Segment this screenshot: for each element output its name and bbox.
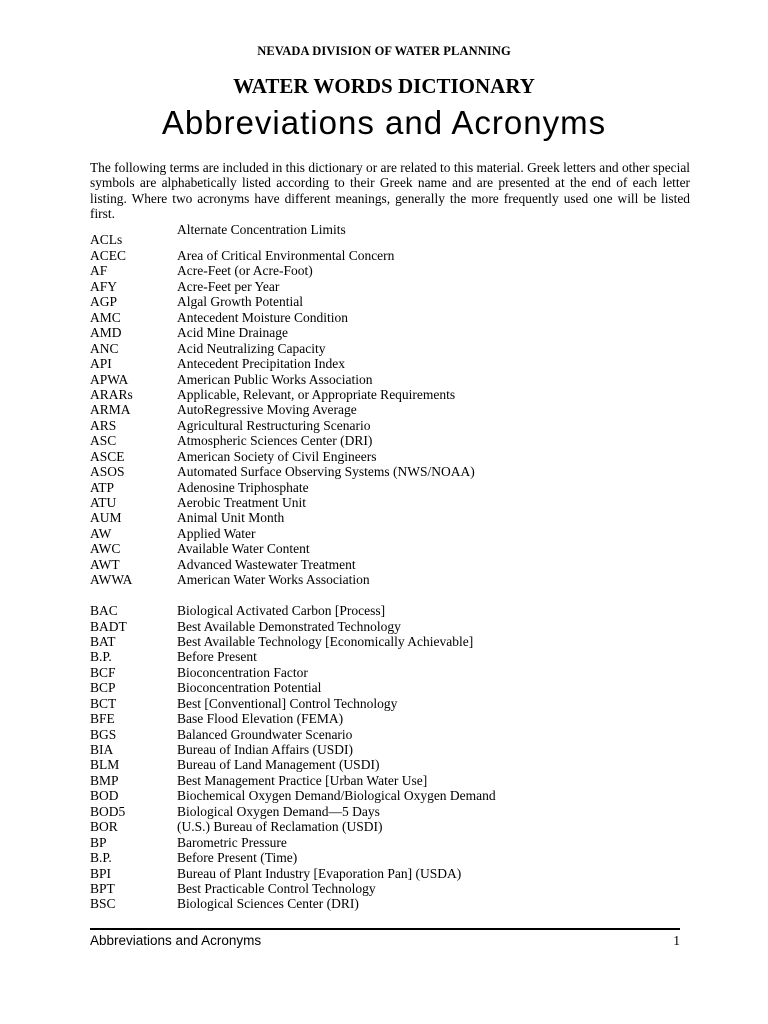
acronym: ATU [90,495,117,510]
acronym: ACLs [90,232,123,247]
acronym-definition: Best Practicable Control Technology [177,880,376,896]
acronym-definition: Alternate Concentration Limits [177,222,346,237]
list-item [90,819,690,834]
acronym-definition: American Public Works Association [177,371,373,387]
acronym-definition: Acre-Feet per Year [177,278,280,294]
acronym-definition: Adenosine Triphosphate [177,479,309,495]
acronym-definition: Biochemical Oxygen Demand/Biological Oxygen Demand [177,788,496,804]
acronym-definition: Automated Surface Observing Systems (NWS/NOAA) [177,464,475,480]
list-item [90,310,690,325]
list-item [90,495,690,510]
acronym-definition: Applicable, Relevant, or Appropriate Requirements [177,386,456,402]
acronym-definition: Agricultural Restructuring Scenario [177,417,371,433]
acronym-definition: Biological Sciences Center (DRI) [177,896,359,912]
acronym-definition: Animal Unit Month [177,510,285,526]
acronym: BOD [90,788,119,804]
list-item [90,387,690,402]
acronym: BCP [90,680,116,696]
acronym: BPT [90,880,115,896]
list-item [90,248,690,263]
list-item [90,480,690,495]
list-item [90,896,690,911]
page-number: 1 [673,933,680,948]
acronym: AMD [90,325,122,341]
list-item [90,881,690,896]
acronym-definition: Antecedent Precipitation Index [177,356,345,372]
acronym-definition: Bioconcentration Potential [177,680,322,696]
acronym-definition: Balanced Groundwater Scenario [177,726,353,742]
list-item [90,572,690,587]
list-item [90,464,690,479]
acronym-definition: Best Available Technology [Economically Achievable] [177,633,474,649]
acronym-definition: Barometric Pressure [177,834,287,850]
list-item [90,727,690,742]
list-item [90,449,690,464]
list-item [90,788,690,803]
acronym: BOD5 [90,803,126,819]
acronym: ANC [90,340,119,356]
acronym: BSC [90,896,116,912]
acronym-definition: Bureau of Land Management (USDI) [177,757,380,773]
acronym: ATP [90,479,115,495]
acronym: BMP [90,772,119,788]
acronym: ASCE [90,448,125,464]
acronym-definition: Before Present [177,649,257,665]
acronym: APWA [90,371,129,387]
acronym-list [90,224,690,912]
list-item [90,634,690,649]
acronym-definition: Applied Water [177,525,256,541]
acronym: BP [90,834,107,850]
acronym-definition: Best Available Demonstrated Technology [177,618,401,634]
acronym-definition: Bioconcentration Factor [177,664,308,680]
acronym: ACEC [90,248,127,263]
list-item [90,341,690,356]
acronym-definition: Available Water Content [177,541,310,557]
acronym: ARARs [90,386,133,402]
acronym: ASC [90,433,117,449]
list-item [90,649,690,664]
list-item [90,279,690,294]
acronym-definition: Advanced Wastewater Treatment [177,556,356,572]
list-item [90,665,690,680]
acronym: B.P. [90,649,112,665]
acronym-definition: Algal Growth Potential [177,294,303,310]
list-item [90,835,690,850]
acronym: BADT [90,618,127,634]
list-item [90,603,690,618]
list-item [90,850,690,865]
list-item [90,402,690,417]
acronym: AF [90,263,108,279]
acronym: AWT [90,556,120,572]
acronym-definition: Biological Oxygen Demand—5 Days [177,803,380,819]
acronym: API [90,356,112,372]
acronym: BAC [90,603,118,619]
acronym: BAT [90,633,116,649]
acronym: BCT [90,695,117,711]
acronym-definition: American Society of Civil Engineers [177,448,377,464]
acronym: AGP [90,294,118,310]
list-item [90,619,690,634]
list-item [90,526,690,541]
list-item [90,711,690,726]
acronym: BFE [90,711,115,727]
intro-paragraph: The following terms are included in this dictionary or are related to this material. Greek letters and other special symbols are alphabetically listed according to their Greek name and are presented at the end of each letter listing. Where two acronyms have different meanings, generally the more frequently used one will be listed first. [90,160,690,221]
list-item [90,757,690,772]
list-item [90,224,690,248]
acronym: ARS [90,417,117,433]
page-title: Abbreviations and Acronyms [161,104,607,141]
acronym-definition: Atmospheric Sciences Center (DRI) [177,433,373,449]
list-item [90,680,690,695]
list-item [90,325,690,340]
acronym-definition: Acid Neutralizing Capacity [177,340,326,356]
acronym-definition: (U.S.) Bureau of Reclamation (USDI) [177,819,383,835]
footer-title: Abbreviations and Acronyms [90,933,262,948]
list-item [90,742,690,757]
acronym-definition: Best [Conventional] Control Technology [177,695,398,711]
acronym-definition: Biological Activated Carbon [Process] [177,603,386,619]
acronym: BOR [90,819,118,835]
list-item [90,372,690,387]
acronym-definition: Acid Mine Drainage [177,325,288,341]
acronym-definition: Antecedent Moisture Condition [177,309,348,325]
acronym: AWC [90,541,121,557]
acronym: ARMA [90,402,131,418]
list-item [90,418,690,433]
acronym-definition: Before Present (Time) [177,850,298,866]
list-item [90,263,690,278]
dictionary-title: WATER WORDS DICTIONARY [233,74,535,98]
acronym: BPI [90,865,112,881]
list-item [90,433,690,448]
acronym-definition: Bureau of Indian Affairs (USDI) [177,742,353,757]
list-item [90,773,690,788]
acronym: AMC [90,309,121,325]
acronym: AFY [90,278,118,294]
list-item [90,356,690,371]
acronym: B.P. [90,850,112,866]
footer-divider [90,928,680,930]
acronym-definition: Aerobic Treatment Unit [177,495,306,510]
list-item [90,541,690,556]
acronym-definition: Best Management Practice [Urban Water Use] [177,772,428,788]
list-item [90,866,690,881]
acronym-definition: Base Flood Elevation (FEMA) [177,711,344,727]
list-item [90,696,690,711]
acronym: BLM [90,757,120,773]
section-spacer [90,588,690,603]
acronym: ASOS [90,464,125,480]
list-item [90,294,690,309]
list-item [90,804,690,819]
acronym: AUM [90,510,122,526]
acronym-definition: American Water Works Association [177,572,370,588]
acronym-definition: Area of Critical Environmental Concern [177,248,395,263]
acronym-definition: Acre-Feet (or Acre-Foot) [177,263,313,279]
acronym: BIA [90,742,114,757]
acronym: BGS [90,726,117,742]
list-item [90,557,690,572]
organization-header: NEVADA DIVISION OF WATER PLANNING [257,44,511,58]
acronym: AW [90,525,112,541]
acronym-definition: Bureau of Plant Industry [Evaporation Pan] (USDA) [177,865,462,881]
list-item [90,510,690,525]
acronym: AWWA [90,572,133,588]
acronym-definition: AutoRegressive Moving Average [177,402,357,418]
acronym: BCF [90,664,116,680]
